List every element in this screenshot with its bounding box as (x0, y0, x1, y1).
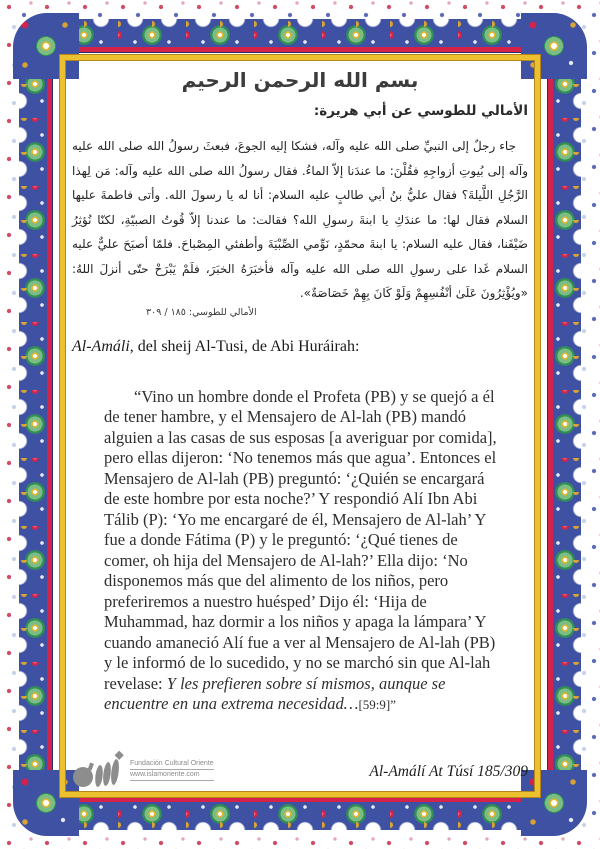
spanish-heading (72, 338, 359, 356)
publisher-logo-text (130, 760, 214, 781)
publisher-website: www.islamoriente.com (130, 770, 214, 781)
spanish-heading-book-title: Al-Amáli (72, 338, 130, 355)
publisher-logo (72, 751, 214, 789)
spanish-quote (104, 387, 500, 716)
border-band-right (547, 50, 581, 799)
publisher-name: Fundación Cultural Oriente (130, 760, 214, 770)
bismillah-calligraphy: بسم الله الرحمن الرحيم (181, 68, 419, 92)
source-reference: Al-Amálí At Túsí 185/309 (369, 763, 528, 780)
page-content (70, 62, 530, 791)
fco-logo-icon (72, 751, 124, 789)
quote-narrative: “Vino un hombre donde el Profeta (PB) y se quejó a él de tener hambre, y el Mensajero de Al-lah (PB) mandó alguien a las casas de sus esposas [a averiguar por comida], pero ellas dijeron: ‘No tenemos más que agua’. Entonces el Mensajero de Al-lah (PB) preguntó: ‘¿Quién se encargará de este hombre por esta noche?’ Y respondió Alí Ibn Abi Tálib (P): ‘Yo me encargaré de él, Mensajero de Al-lah’ Y fue a donde Fátima (P) y le preguntó: ‘¿Qué tienes de comer, oh hija del Mensajero de Al-lah?’ Ella dijo: ‘No disponemos más que del alimento de los niños, pero preferiremos a nuestro huésped’ Dijo él: ‘Hija de Muhammad, haz dormir a los niños y apaga la lámpara’ Y cuando amaneció Alí fue a ver al Mensajero de Al-lah (PB) y le informó de lo sucedido, y no se marchó sin que Al-lah revelase: (104, 386, 497, 693)
arabic-hadith-text: جاء رجلٌ إلى النبيِّ صلى الله عليه وآله، فشكا إليه الجوعَ، فبعثَ رسولُ الله صلى الله عليه وآله إلى بُيوتِ أزواجِهِ فقُلْنَ: ما عندَنا إلاّ الماءُ. فقال رسولُ الله صلى الله عليه وآله: مَن لِهذا الرَّجُلِ اللَّيلةَ؟ فقال عليُّ بنُ أبي طالبٍ عليه السلام: أنا له يا رسولَ الله. وأتى فاطمةَ عليها السلام فقال لها: ما عندَكِ يا ابنةَ رسولِ الله؟ فقالت: ما عندنا إلاّ قُوتُ الصبيّةِ، لكنّا نُؤثِرُ ضَيْفَنا، فقال عليه السلام: يا ابنةَ محمّدٍ، نَوِّمي الصِّبْيَةَ وأطفئي المِصْباحَ. فلمّا أصبَحَ عليٌّ عليه السلام غَدا على رسولِ الله صلى الله عليه وآله فأخبَرَهُ الخبَرَ، فلَمْ يَبْرَحْ حتّى أنزلَ اللهُ: «ويُؤْثِرُونَ عَلَىٰ أنْفُسِهِمْ وَلَوْ كَانَ بِهِمْ خَصَاصَةٌ». (72, 139, 528, 300)
border-band-top (50, 19, 550, 53)
spanish-heading-rest: , del sheij Al-Tusi, de Abi Huráirah: (129, 338, 360, 355)
page-footer (72, 747, 528, 789)
border-band-bottom (50, 796, 550, 830)
arabic-source-citation: الأمالي للطوسي: ١٨٥ / ٣٠٩ (146, 307, 257, 318)
quote-verse-reference: [59:9]” (358, 697, 396, 712)
quote-quran-verse: Y les prefieren sobre sí mismos, aunque se encuentre en una extrema necesidad… (104, 673, 446, 713)
arabic-title: الأمالي للطوسي عن أبي هريرة: (313, 103, 528, 119)
border-band-left (19, 50, 53, 799)
